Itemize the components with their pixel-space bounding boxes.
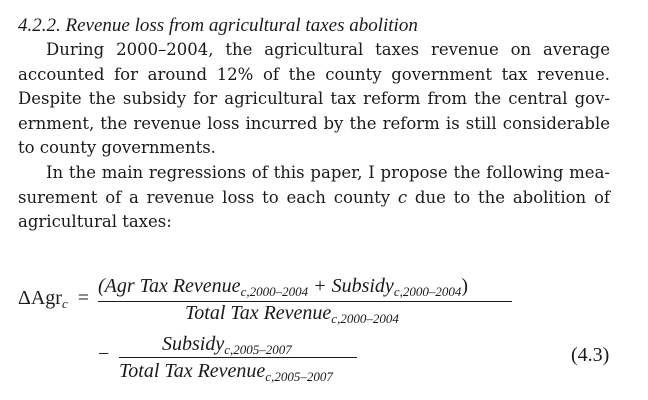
text-line: accounted for around 12% of the county government tax revenue. <box>18 64 610 84</box>
text-fragment: due to the abolition of <box>407 187 610 207</box>
minus-sign: − <box>98 343 110 365</box>
text-line: In the main regressions of this paper, I propose the following mea- <box>46 163 610 182</box>
numerator-subscript: c,2000–2004 <box>240 284 309 299</box>
text-fragment: surement of a revenue loss to each county <box>18 187 398 207</box>
numerator-text: (Agr Tax Revenue <box>98 275 241 297</box>
numerator-text: + Subsidy <box>308 275 394 297</box>
lhs-symbol: ΔAgr <box>18 287 62 309</box>
lhs-subscript: c <box>61 296 68 311</box>
denominator-text: Total Tax Revenue <box>119 360 266 382</box>
text-line: to county governments. <box>18 138 216 157</box>
fraction1-denominator <box>185 301 399 331</box>
fraction1-numerator <box>98 274 468 304</box>
text-line <box>18 186 610 211</box>
fraction2-denominator <box>119 359 333 389</box>
fraction2-bar <box>119 357 357 358</box>
paragraph-measurement <box>18 161 610 235</box>
numerator-text: Subsidy <box>162 333 225 355</box>
equals-sign: = <box>77 287 90 309</box>
section-heading: 4.2.2. Revenue loss from agricultural taxes abolition <box>18 15 418 36</box>
numerator-subscript: c,2000–2004 <box>393 284 462 299</box>
text-line: ernment, the revenue loss incurred by the reform is still considerable <box>18 113 610 133</box>
math-variable: c <box>397 187 408 207</box>
equation-number: (4.3) <box>571 344 610 366</box>
text-line: Despite the subsidy for agricultural tax reform from the central gov- <box>18 89 610 108</box>
equation-lhs <box>18 286 89 316</box>
text-line: agricultural taxes: <box>18 212 172 231</box>
denominator-text: Total Tax Revenue <box>185 302 332 324</box>
paragraph-revenue-share <box>18 38 610 161</box>
denominator-subscript: c,2000–2004 <box>331 311 399 326</box>
close-paren: ) <box>461 275 469 297</box>
denominator-subscript: c,2005–2007 <box>265 369 333 384</box>
numerator-subscript: c,2005–2007 <box>224 342 292 357</box>
text-line: During 2000–2004, the agricultural taxes revenue on average <box>46 40 610 59</box>
